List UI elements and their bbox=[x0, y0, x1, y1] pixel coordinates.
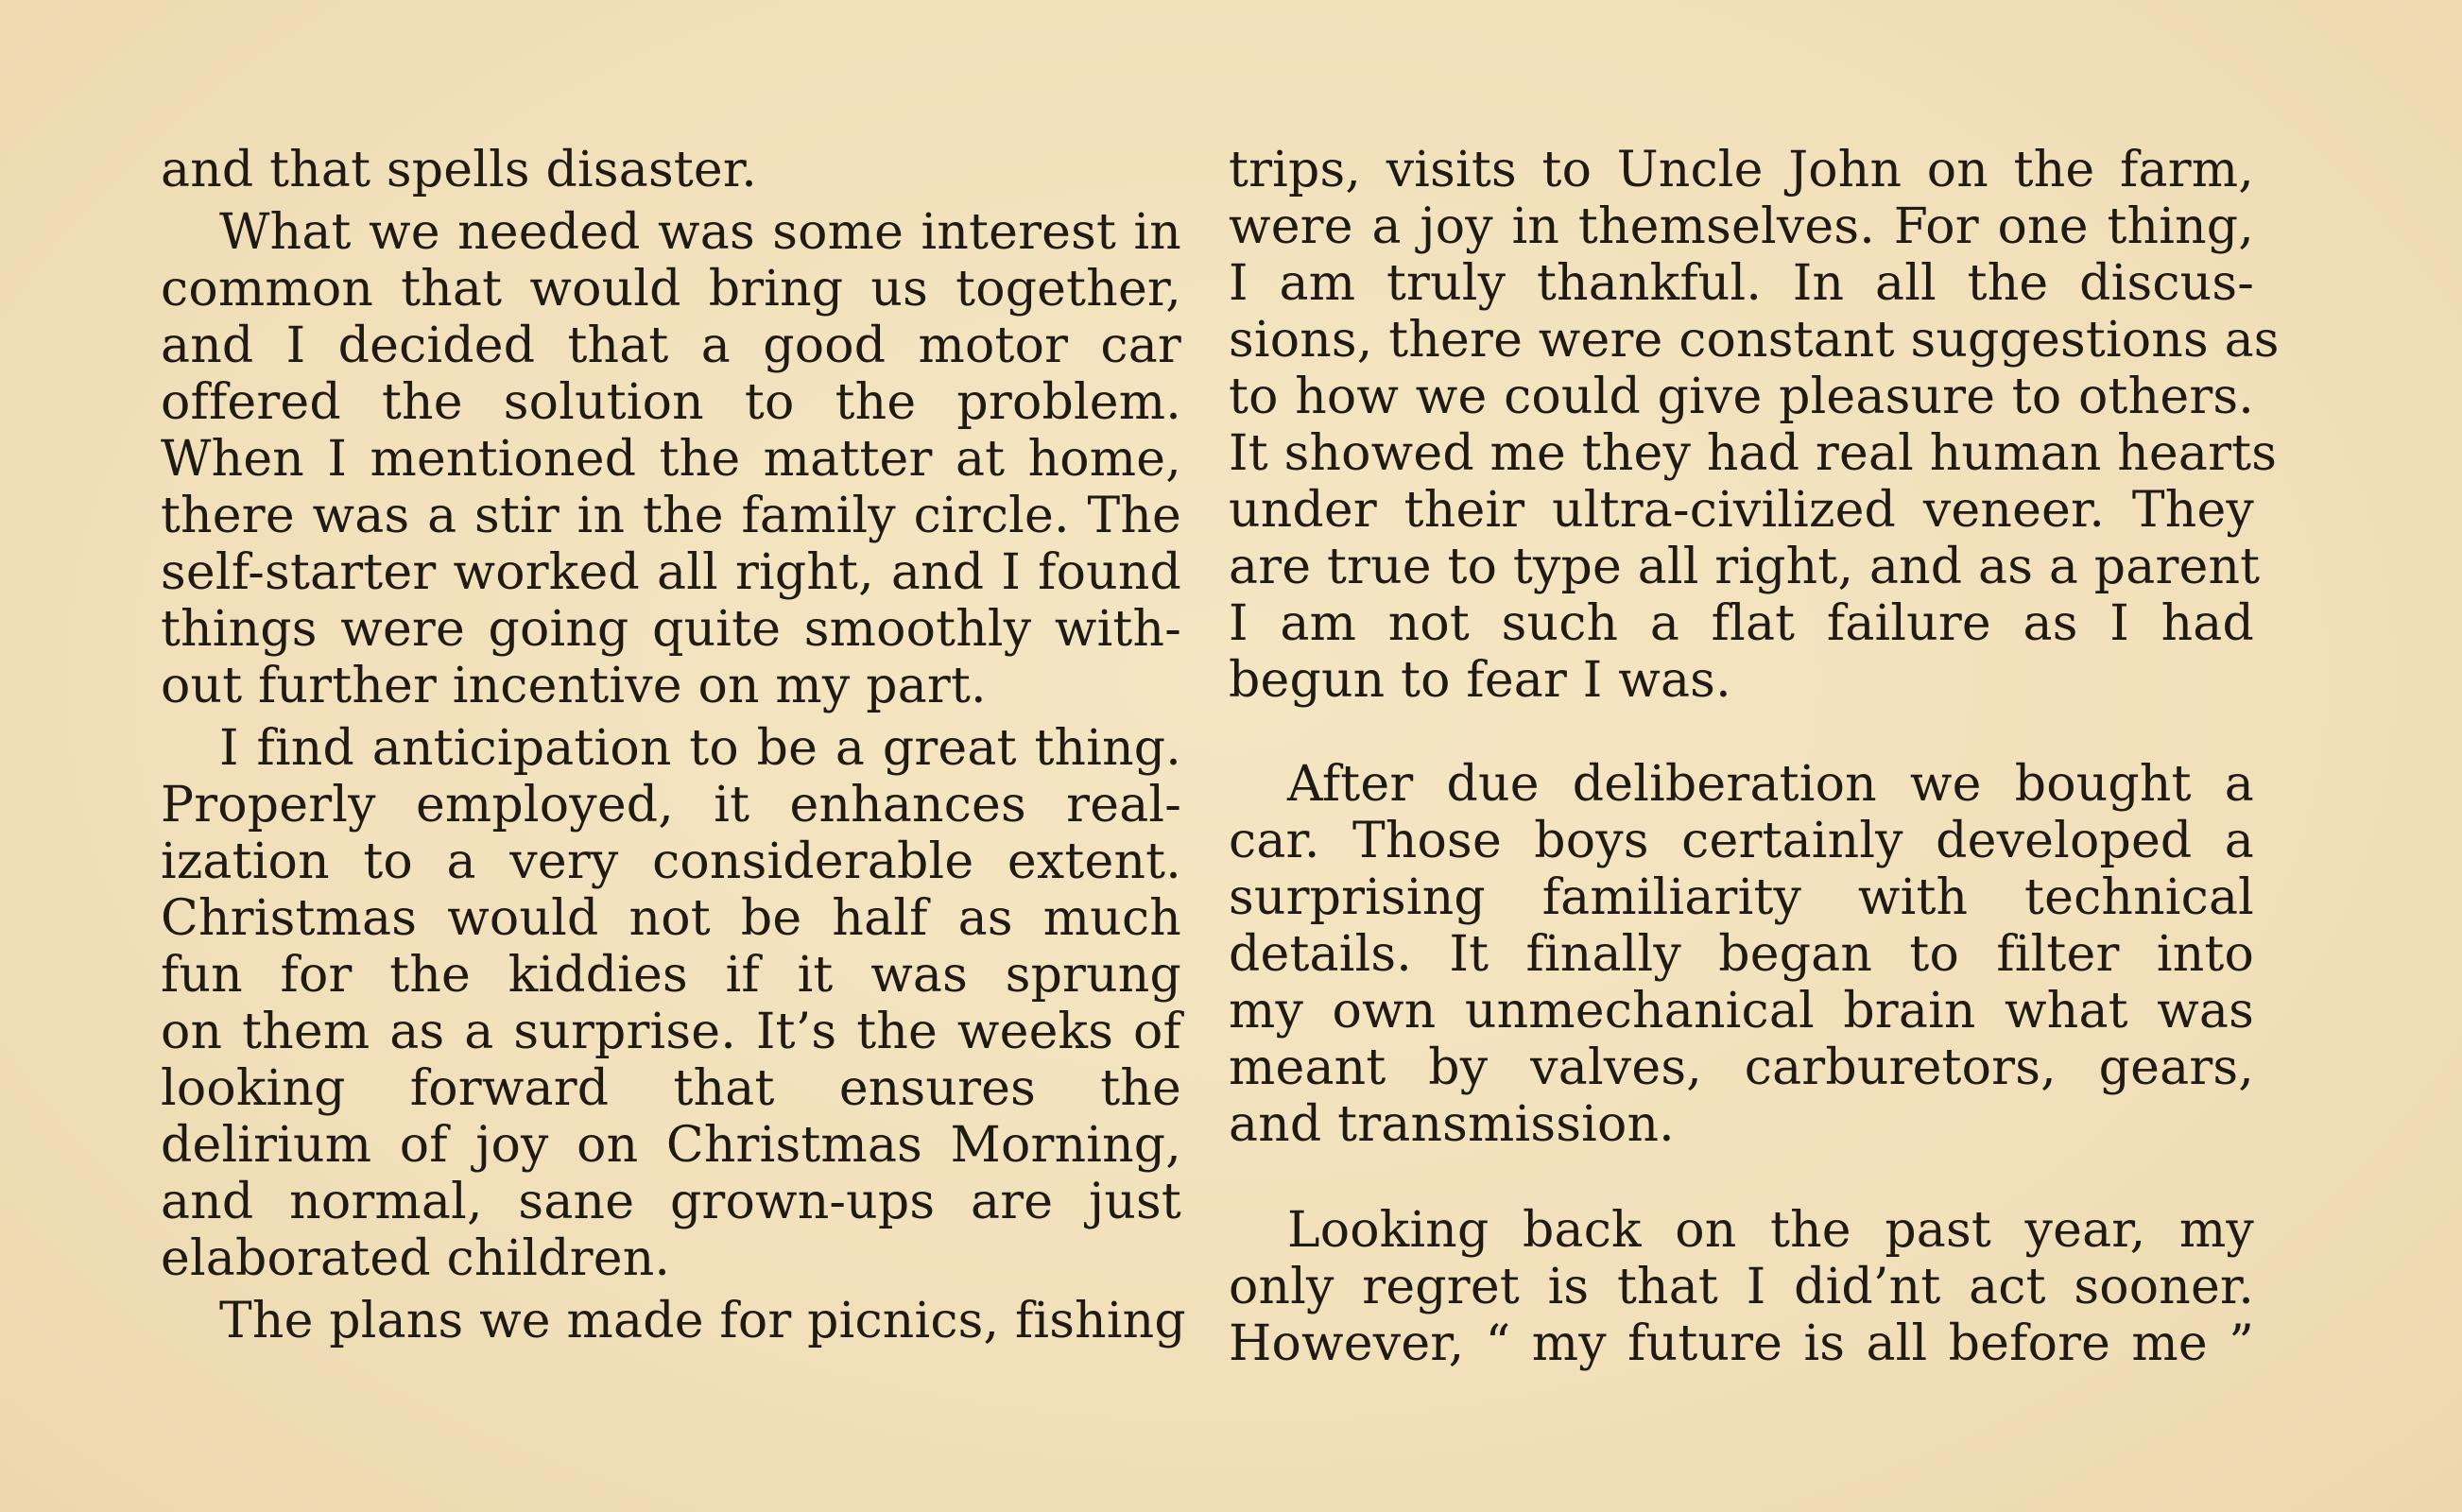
text-line: and normal, sane grown-ups are just bbox=[161, 1174, 1181, 1230]
text-line: I am truly thankful. In all the discus- bbox=[1229, 255, 2254, 312]
text-line: only regret is that I did’nt act sooner. bbox=[1229, 1259, 2254, 1315]
text-line: things were going quite smoothly with- bbox=[161, 601, 1181, 658]
text-line: trips, visits to Uncle John on the farm, bbox=[1229, 142, 2254, 198]
text-line: were a joy in themselves. For one thing, bbox=[1229, 198, 2254, 255]
text-line: on them as a surprise. It’s the weeks of bbox=[161, 1004, 1181, 1060]
text-line: and that spells disaster. bbox=[161, 142, 757, 198]
text-line: It showed me they had real human hearts bbox=[1229, 425, 2278, 482]
text-line: Christmas would not be half as much bbox=[161, 890, 1181, 947]
text-line: and transmission. bbox=[1229, 1096, 1675, 1153]
text-line: looking forward that ensures the bbox=[161, 1060, 1181, 1117]
text-line: What we needed was some interest in bbox=[219, 204, 1181, 261]
paragraph bbox=[1229, 142, 2280, 709]
paragraph bbox=[161, 204, 1181, 714]
paragraph bbox=[161, 1293, 1186, 1349]
text-line: and I decided that a good motor car bbox=[161, 318, 1181, 374]
left-column bbox=[161, 142, 1186, 1349]
text-line: common that would bring us together, bbox=[161, 261, 1181, 318]
text-line: After due deliberation we bought a bbox=[1287, 756, 2254, 813]
paragraph bbox=[161, 720, 1181, 1287]
text-line: When I mentioned the matter at home, bbox=[161, 431, 1181, 488]
text-line: elaborated children. bbox=[161, 1230, 671, 1287]
text-line: offered the solution to the problem. bbox=[161, 374, 1181, 431]
text-line: under their ultra-civilized veneer. They bbox=[1229, 482, 2254, 539]
paragraph bbox=[1229, 756, 2254, 1153]
text-line: my own unmechanical brain what was bbox=[1229, 983, 2254, 1040]
text-line: fun for the kiddies if it was sprung bbox=[161, 947, 1181, 1004]
text-line: delirium of joy on Christmas Morning, bbox=[161, 1117, 1181, 1174]
text-line: However, “ my future is all before me ” bbox=[1229, 1315, 2254, 1372]
text-line: car. Those boys certainly developed a bbox=[1229, 813, 2254, 869]
text-line: meant by valves, carburetors, gears, bbox=[1229, 1040, 2254, 1096]
text-line: I am not such a flat failure as I had bbox=[1229, 595, 2254, 652]
text-line: I find anticipation to be a great thing. bbox=[219, 720, 1181, 777]
text-line: begun to fear I was. bbox=[1229, 652, 1731, 709]
text-line: details. It finally began to filter into bbox=[1229, 926, 2254, 983]
paragraph bbox=[161, 142, 1181, 198]
text-line: surprising familiarity with technical bbox=[1229, 869, 2254, 926]
text-line: ization to a very considerable extent. bbox=[161, 833, 1181, 890]
text-line: to how we could give pleasure to others. bbox=[1229, 369, 2254, 425]
right-column bbox=[1229, 142, 2280, 1372]
text-line: Looking back on the past year, my bbox=[1287, 1202, 2254, 1259]
text-line: Properly employed, it enhances real- bbox=[161, 777, 1181, 833]
text-line: out further incentive on my part. bbox=[161, 658, 987, 714]
text-line: are true to type all right, and as a parent bbox=[1229, 539, 2261, 595]
text-line: The plans we made for picnics, fishing bbox=[219, 1293, 1186, 1349]
text-line: self-starter worked all right, and I found bbox=[161, 544, 1181, 601]
text-line: sions, there were constant suggestions as bbox=[1229, 312, 2280, 369]
text-line: there was a stir in the family circle. The bbox=[161, 488, 1181, 544]
paragraph bbox=[1229, 1202, 2254, 1372]
